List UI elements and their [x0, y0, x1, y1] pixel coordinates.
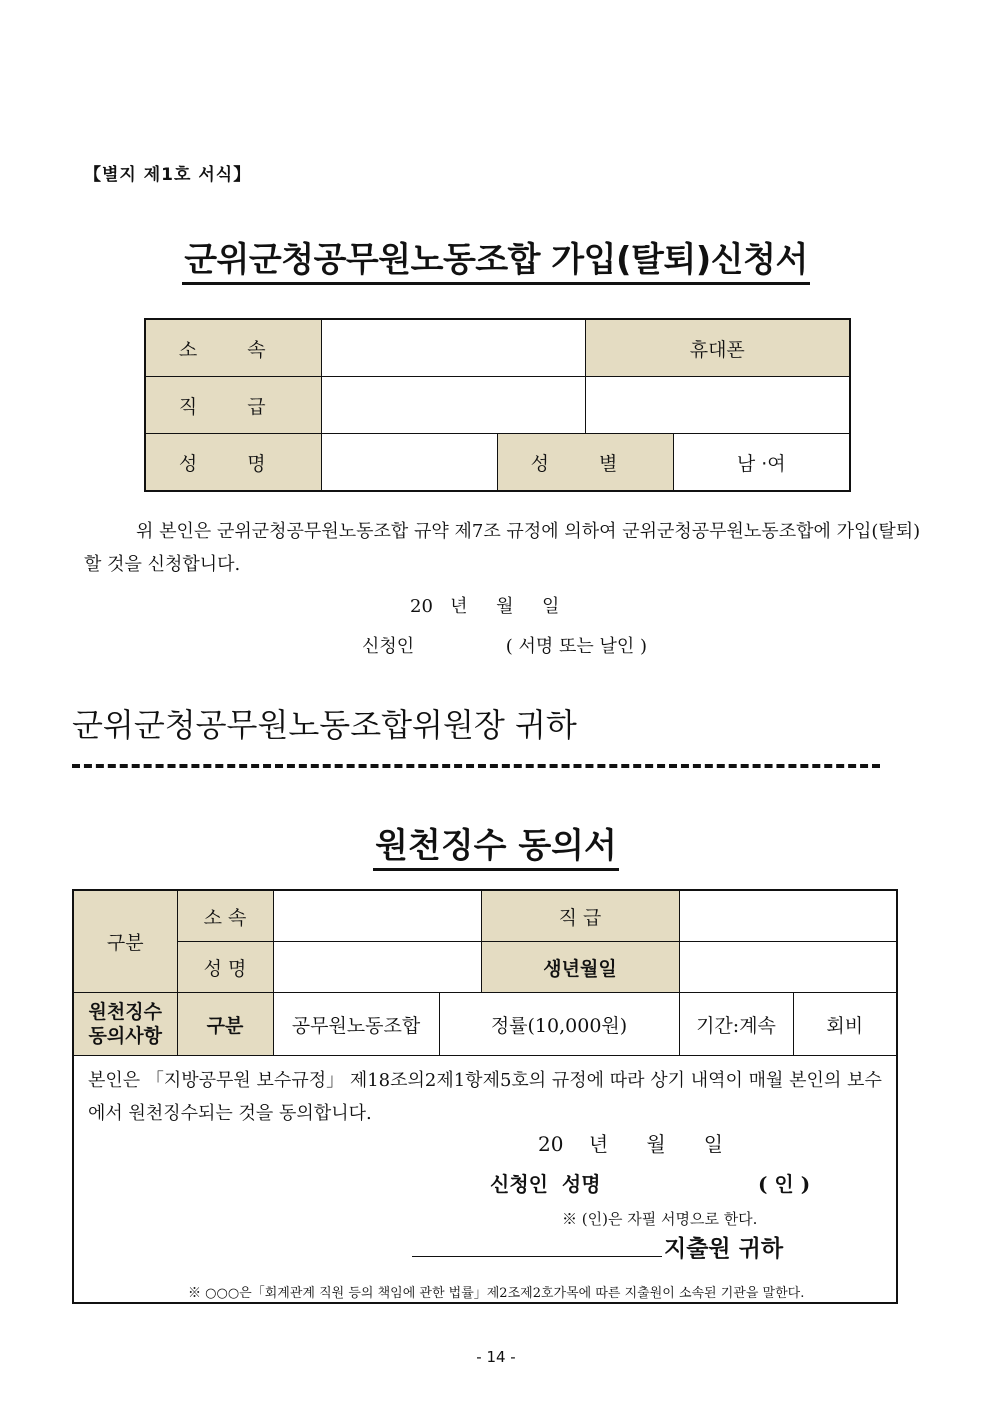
- application-statement: [84, 515, 924, 581]
- name-field[interactable]: [321, 434, 497, 492]
- fee-cell: 회비: [793, 993, 897, 1056]
- cut-line-divider: [72, 764, 880, 768]
- application-table: [144, 318, 851, 492]
- category-label: 구분: [73, 890, 177, 993]
- consent-affiliation-label: 소 속: [177, 890, 273, 942]
- applicant-line: [362, 632, 647, 658]
- signature-line[interactable]: [412, 1236, 662, 1257]
- consent-name-label: 성 명: [177, 942, 273, 993]
- consent-rank-label: 직 급: [481, 890, 679, 942]
- fixed-rate-cell: 정률(10,000원): [439, 993, 679, 1056]
- consent-name-field[interactable]: [273, 942, 481, 993]
- consent-body: [73, 1056, 897, 1304]
- application-title-text: 군위군청공무원노동조합 가입(탈퇴)신청서: [182, 240, 810, 285]
- application-title: [0, 232, 992, 281]
- phone-label: 휴대폰: [585, 319, 850, 377]
- seal-label: ( 인 ): [758, 1172, 811, 1196]
- form-label: 【별지 제1호 서식】: [84, 165, 252, 185]
- union-cell: 공무원노동조합: [273, 993, 439, 1056]
- consent-date-line: 20 년 월 일: [538, 1132, 724, 1156]
- phone-field[interactable]: [585, 377, 850, 434]
- affiliation-field[interactable]: [321, 319, 585, 377]
- birthdate-field[interactable]: [679, 942, 897, 993]
- period-cell: 기간:계속: [679, 993, 793, 1056]
- gender-label: 성 별: [497, 434, 673, 492]
- application-statement-text: 위 본인은 군위군청공무원노동조합 규약 제7조 규정에 의하여 군위군청공무원노동조합에 가입(탈퇴)할 것을 신청합니다.: [84, 521, 921, 575]
- applicant-label: 신청인: [362, 636, 415, 657]
- gender-field[interactable]: 남 ·여: [673, 434, 850, 492]
- signature-hint: ( 서명 또는 날인 ): [505, 636, 647, 657]
- page-number: - 14 -: [476, 1348, 516, 1366]
- category2-label: 구분: [177, 993, 273, 1056]
- disburser-addressee: 지출원 귀하: [664, 1235, 784, 1262]
- consent-statement: 본인은 「지방공무원 보수규정」 제18조의2제1항제5호의 규정에 따라 상기 내역이 매월 본인의 보수에서 원천징수되는 것을 동의합니다.: [88, 1070, 882, 1124]
- consent-title-text: 원천징수 동의서: [373, 826, 619, 871]
- consent-table: [72, 889, 898, 1304]
- birthdate-label: 생년월일: [481, 942, 679, 993]
- consent-affiliation-field[interactable]: [273, 890, 481, 942]
- consent-applicant-label: 신청인 성명: [490, 1172, 601, 1196]
- rank-field[interactable]: [321, 377, 585, 434]
- consent-rank-field[interactable]: [679, 890, 897, 942]
- name-label: 성 명: [145, 434, 321, 492]
- addressee: 군위군청공무원노동조합위원장 귀하: [72, 706, 577, 744]
- consent-title: [0, 818, 992, 867]
- affiliation-label: 소 속: [145, 319, 321, 377]
- withholding-items-label: 원천징수 동의사항: [73, 993, 177, 1056]
- rank-label: 직 급: [145, 377, 321, 434]
- footnote: ※ ○○○은「회계관계 직원 등의 책임에 관한 법률」제2조제2호가목에 따른 지출원이 소속된 기관을 말한다.: [188, 1286, 805, 1301]
- seal-note: ※ (인)은 자필 서명으로 한다.: [562, 1210, 758, 1228]
- application-date-line: 20 년 월 일: [410, 596, 560, 617]
